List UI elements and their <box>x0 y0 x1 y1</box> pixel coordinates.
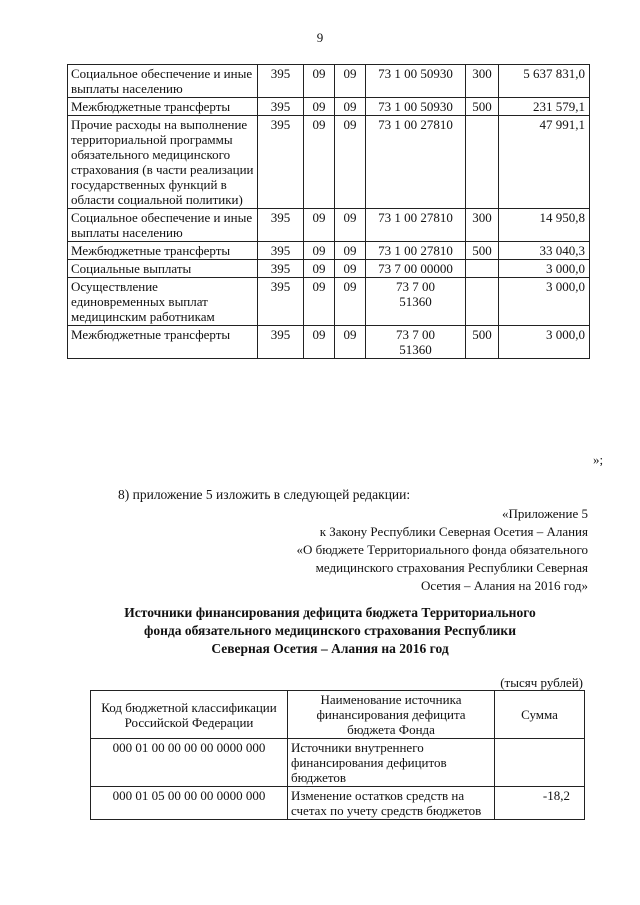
row-rz: 09 <box>304 278 335 326</box>
row-pr: 09 <box>335 278 366 326</box>
row-code: 000 01 00 00 00 00 0000 000 <box>91 739 288 787</box>
table-header-row <box>91 691 585 739</box>
row-gr: 395 <box>258 98 304 116</box>
budget-table-body <box>68 65 590 359</box>
row-gr: 395 <box>258 116 304 209</box>
row-pr: 09 <box>335 116 366 209</box>
row-name: Изменение остатков средств на счетах по учету средств бюджетов <box>288 787 495 820</box>
budget-table <box>67 64 590 359</box>
table-row <box>68 260 590 278</box>
header-code: Код бюджетной классификации Российской Федерации <box>91 691 288 739</box>
units-label: (тысяч рублей) <box>500 675 583 690</box>
row-sum: 3 000,0 <box>499 326 590 359</box>
table-row <box>91 739 585 787</box>
row-name: Источники внутреннего финансирования дефицитов бюджетов <box>288 739 495 787</box>
table-row <box>68 98 590 116</box>
row-pr: 09 <box>335 260 366 278</box>
row-gr: 395 <box>258 65 304 98</box>
row-sum: 5 637 831,0 <box>499 65 590 98</box>
row-code: 000 01 05 00 00 00 0000 000 <box>91 787 288 820</box>
row-vr: 500 <box>466 326 499 359</box>
page-number: 9 <box>316 30 324 45</box>
row-sum: 231 579,1 <box>499 98 590 116</box>
row-name: Социальное обеспечение и иные выплаты населению <box>68 209 258 242</box>
row-sum: 14 950,8 <box>499 209 590 242</box>
row-csr: 73 7 00 00000 <box>366 260 466 278</box>
sources-table <box>90 690 585 820</box>
row-name: Социальное обеспечение и иные выплаты населению <box>68 65 258 98</box>
row-name: Межбюджетные трансферты <box>68 326 258 359</box>
row-sum: -18,2 <box>495 787 585 820</box>
header-name: Наименование источника финансирования дефицита бюджета Фонда <box>288 691 495 739</box>
row-rz: 09 <box>304 326 335 359</box>
table-row <box>68 209 590 242</box>
row-gr: 395 <box>258 209 304 242</box>
table-row <box>68 242 590 260</box>
row-vr <box>466 260 499 278</box>
appendix-line: «Приложение 5 <box>501 506 588 521</box>
row-vr: 500 <box>466 98 499 116</box>
table-row <box>68 116 590 209</box>
row-rz: 09 <box>304 65 335 98</box>
row-vr <box>466 116 499 209</box>
row-pr: 09 <box>335 242 366 260</box>
row-sum: 3 000,0 <box>499 260 590 278</box>
row-rz: 09 <box>304 260 335 278</box>
row-rz: 09 <box>304 209 335 242</box>
sources-title <box>60 604 600 658</box>
row-gr: 395 <box>258 326 304 359</box>
row-sum: 33 040,3 <box>499 242 590 260</box>
amendment-item-8: 8) приложение 5 изложить в следующей редакции: <box>118 487 411 502</box>
table-row <box>68 326 590 359</box>
row-rz: 09 <box>304 116 335 209</box>
row-name: Социальные выплаты <box>68 260 258 278</box>
row-sum: 3 000,0 <box>499 278 590 326</box>
title-line: Северная Осетия – Алания на 2016 год <box>211 641 449 656</box>
row-rz: 09 <box>304 98 335 116</box>
row-vr: 300 <box>466 65 499 98</box>
row-sum: 47 991,1 <box>499 116 590 209</box>
row-csr: 73 7 00 51360 <box>366 278 466 326</box>
row-gr: 395 <box>258 242 304 260</box>
row-gr: 395 <box>258 260 304 278</box>
title-line: фонда обязательного медицинского страхования Республики <box>144 623 516 638</box>
row-pr: 09 <box>335 65 366 98</box>
row-csr: 73 7 00 51360 <box>366 326 466 359</box>
row-sum <box>495 739 585 787</box>
row-vr: 300 <box>466 209 499 242</box>
row-vr <box>466 278 499 326</box>
closing-quote: »; <box>593 452 604 467</box>
appendix-line: «О бюджете Территориального фонда обязательного <box>296 542 588 557</box>
appendix-header <box>296 505 588 595</box>
table-row <box>68 278 590 326</box>
appendix-line: к Закону Республики Северная Осетия – Алания <box>319 524 588 539</box>
title-line: Источники финансирования дефицита бюджета Территориального <box>124 605 536 620</box>
row-name: Прочие расходы на выполнение территориальной программы обязательного медицинского страхования (в части реализации государственных функций в области социальной политики) <box>68 116 258 209</box>
table-row <box>91 787 585 820</box>
row-csr: 73 1 00 27810 <box>366 209 466 242</box>
header-sum: Сумма <box>495 691 585 739</box>
sources-table-body <box>91 691 585 820</box>
row-gr: 395 <box>258 278 304 326</box>
row-csr: 73 1 00 27810 <box>366 116 466 209</box>
row-pr: 09 <box>335 326 366 359</box>
appendix-line: медицинского страхования Республики Северная <box>315 560 588 575</box>
row-csr: 73 1 00 50930 <box>366 65 466 98</box>
row-csr: 73 1 00 27810 <box>366 242 466 260</box>
row-name: Осуществление единовременных выплат медицинским работникам <box>68 278 258 326</box>
row-name: Межбюджетные трансферты <box>68 242 258 260</box>
row-vr: 500 <box>466 242 499 260</box>
appendix-line: Осетия – Алания на 2016 год» <box>421 578 588 593</box>
row-rz: 09 <box>304 242 335 260</box>
row-name: Межбюджетные трансферты <box>68 98 258 116</box>
row-csr: 73 1 00 50930 <box>366 98 466 116</box>
row-pr: 09 <box>335 209 366 242</box>
row-pr: 09 <box>335 98 366 116</box>
table-row <box>68 65 590 98</box>
